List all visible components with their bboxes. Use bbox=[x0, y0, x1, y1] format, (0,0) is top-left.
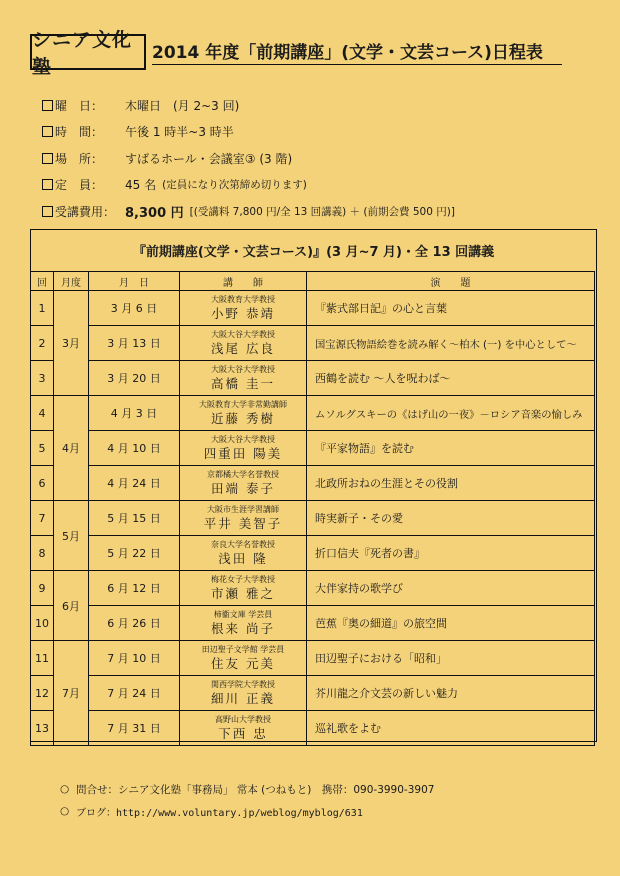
info-row-time bbox=[30, 119, 590, 146]
lecture-no: 5 bbox=[31, 431, 54, 466]
lecturer-name: 近藤 秀樹 bbox=[211, 411, 275, 426]
lecturer-cell bbox=[180, 291, 307, 326]
lecturer-name: 市瀬 雅之 bbox=[211, 586, 275, 601]
lecture-date: 3 月 13 日 bbox=[89, 326, 180, 361]
lecture-no: 3 bbox=[31, 361, 54, 396]
lecturer-affiliation: 大阪市生涯学習講師 bbox=[207, 505, 279, 514]
checkbox-square-icon bbox=[42, 179, 53, 190]
table-row bbox=[31, 676, 595, 711]
lecture-no: 9 bbox=[31, 571, 54, 606]
month-cell: 7月 bbox=[54, 641, 89, 746]
lecturer-name: 細川 正義 bbox=[211, 691, 275, 706]
lecturer-name: 田端 泰子 bbox=[211, 481, 275, 496]
lecturer-cell bbox=[180, 326, 307, 361]
col-header-no: 回 bbox=[31, 272, 54, 291]
lecture-topic: ムソルグスキーの《はげ山の一夜》－ロシア音楽の愉しみ bbox=[307, 396, 595, 431]
info-value: 木曜日 (月 2~3 回) bbox=[125, 98, 240, 113]
lecture-no: 4 bbox=[31, 396, 54, 431]
lecture-date: 4 月 10 日 bbox=[89, 431, 180, 466]
lecturer-name: 平井 美智子 bbox=[203, 516, 283, 531]
lecturer-cell bbox=[180, 361, 307, 396]
lecturer-affiliation: 京都橘大学名誉教授 bbox=[207, 470, 279, 479]
lecturer-cell bbox=[180, 641, 307, 676]
info-row-capacity bbox=[30, 172, 590, 199]
table-row bbox=[31, 536, 595, 571]
lecture-no: 12 bbox=[31, 676, 54, 711]
info-label: 受講費用： bbox=[55, 204, 116, 219]
lecture-topic: 国宝源氏物語絵巻を読み解く～柏木 (一) を中心として～ bbox=[307, 326, 595, 361]
checkbox-square-icon bbox=[42, 100, 53, 111]
col-header-month: 月度 bbox=[54, 272, 89, 291]
lecture-topic: 北政所おねの生涯とその役割 bbox=[307, 466, 595, 501]
lecturer-cell bbox=[180, 676, 307, 711]
lecturer-affiliation: 関西学院大学教授 bbox=[211, 680, 275, 689]
lecturer-cell bbox=[180, 466, 307, 501]
lecture-topic: 芭蕉『奥の細道』の旅空間 bbox=[307, 606, 595, 641]
table-row bbox=[31, 606, 595, 641]
checkbox-square-icon bbox=[42, 126, 53, 137]
lecturer-affiliation: 高野山大学教授 bbox=[215, 715, 271, 724]
info-value: すばるホール・会議室③ (3 階) bbox=[125, 151, 293, 166]
course-info-list bbox=[30, 92, 590, 225]
lecturer-cell bbox=[180, 571, 307, 606]
lecture-date: 5 月 15 日 bbox=[89, 501, 180, 536]
lecture-topic: 折口信夫『死者の書』 bbox=[307, 536, 595, 571]
lecture-date: 7 月 10 日 bbox=[89, 641, 180, 676]
col-header-topic: 演 題 bbox=[307, 272, 595, 291]
table-row bbox=[31, 466, 595, 501]
info-value: 45 名 bbox=[125, 178, 157, 193]
info-note: (定員になり次第締め切ります) bbox=[162, 179, 307, 192]
lecture-date: 5 月 22 日 bbox=[89, 536, 180, 571]
info-value: 午後 1 時半~3 時半 bbox=[125, 125, 234, 140]
footer-blog-row bbox=[60, 800, 580, 822]
table-row bbox=[31, 501, 595, 536]
table-row bbox=[31, 431, 595, 466]
lecture-no: 8 bbox=[31, 536, 54, 571]
lecture-no: 10 bbox=[31, 606, 54, 641]
lecture-topic: 『紫式部日記』の心と言葉 bbox=[307, 291, 595, 326]
month-cell: 3月 bbox=[54, 291, 89, 396]
lecturer-name: 住友 元美 bbox=[211, 656, 275, 671]
lecturer-affiliation: 柿衞文庫 学芸員 bbox=[213, 610, 273, 619]
info-row-day bbox=[30, 92, 590, 119]
lecture-date: 3 月 20 日 bbox=[89, 361, 180, 396]
lecturer-affiliation: 奈良大学名誉教授 bbox=[211, 540, 275, 549]
col-header-lecturer: 講 師 bbox=[180, 272, 307, 291]
title-underline bbox=[152, 64, 562, 65]
info-label: 定 員： bbox=[55, 178, 104, 193]
info-value: 8,300 円 bbox=[125, 205, 184, 221]
lecturer-name: 下西 忠 bbox=[218, 726, 268, 741]
lecturer-cell bbox=[180, 396, 307, 431]
lecture-date: 6 月 12 日 bbox=[89, 571, 180, 606]
lecturer-name: 高橋 圭一 bbox=[211, 376, 275, 391]
info-label: 場 所： bbox=[55, 151, 104, 166]
schedule-table bbox=[30, 271, 595, 746]
lecture-no: 11 bbox=[31, 641, 54, 676]
lecture-date: 7 月 24 日 bbox=[89, 676, 180, 711]
lecturer-affiliation: 大阪大谷大学教授 bbox=[211, 365, 275, 374]
lecturer-name: 小野 恭靖 bbox=[211, 306, 275, 321]
lecturer-affiliation: 梅花女子大学教授 bbox=[211, 575, 275, 584]
lecturer-name: 浅尾 広良 bbox=[211, 341, 275, 356]
lecturer-affiliation: 大阪大谷大学教授 bbox=[211, 330, 275, 339]
lecture-no: 1 bbox=[31, 291, 54, 326]
lecture-topic: 大伴家持の歌学び bbox=[307, 571, 595, 606]
col-header-date: 月 日 bbox=[89, 272, 180, 291]
table-header-row bbox=[31, 272, 595, 291]
month-cell: 5月 bbox=[54, 501, 89, 571]
org-name-box: シニア文化塾 bbox=[30, 34, 146, 70]
lecturer-affiliation: 田辺聖子文学館 学芸員 bbox=[201, 645, 285, 654]
lecture-topic: 時実新子・その愛 bbox=[307, 501, 595, 536]
lecturer-affiliation: 大阪教育大学教授 bbox=[211, 295, 275, 304]
lecturer-name: 浅田 隆 bbox=[218, 551, 268, 566]
lecture-date: 4 月 24 日 bbox=[89, 466, 180, 501]
footer-contact bbox=[60, 778, 580, 822]
table-row bbox=[31, 571, 595, 606]
lecturer-cell bbox=[180, 711, 307, 746]
lecturer-cell bbox=[180, 431, 307, 466]
lecture-date: 7 月 31 日 bbox=[89, 711, 180, 746]
info-label: 時 間： bbox=[55, 125, 104, 140]
lecturer-affiliation: 大阪教育大学非常勤講師 bbox=[199, 400, 287, 409]
table-row bbox=[31, 641, 595, 676]
lecture-date: 3 月 6 日 bbox=[89, 291, 180, 326]
bullet-circle-icon: ○ bbox=[60, 805, 70, 817]
month-cell: 6月 bbox=[54, 571, 89, 641]
lecturer-cell bbox=[180, 606, 307, 641]
document-title: 2014 年度「前期講座」(文学・文芸コース)日程表 bbox=[152, 43, 543, 63]
info-note: [(受講料 7,800 円/全 13 回講義) ＋ (前期会費 500 円)] bbox=[189, 205, 455, 218]
lecturer-name: 根来 尚子 bbox=[211, 621, 275, 636]
lecture-no: 7 bbox=[31, 501, 54, 536]
lecture-topic: 西鶴を読む ～人を呪わば～ bbox=[307, 361, 595, 396]
table-row bbox=[31, 396, 595, 431]
checkbox-square-icon bbox=[42, 206, 53, 217]
table-row bbox=[31, 711, 595, 746]
lecturer-cell bbox=[180, 536, 307, 571]
lecture-topic: 『平家物語』を読む bbox=[307, 431, 595, 466]
lecture-topic: 田辺聖子における「昭和」 bbox=[307, 641, 595, 676]
lecture-no: 6 bbox=[31, 466, 54, 501]
lecture-topic: 芥川龍之介文芸の新しい魅力 bbox=[307, 676, 595, 711]
info-row-fee bbox=[30, 198, 590, 225]
table-row bbox=[31, 291, 595, 326]
table-row bbox=[31, 326, 595, 361]
footer-contact-row bbox=[60, 778, 580, 800]
schedule-table-frame bbox=[30, 229, 597, 742]
lecturer-name: 四重田 陽美 bbox=[203, 446, 283, 461]
lecturer-cell bbox=[180, 501, 307, 536]
lecture-date: 4 月 3 日 bbox=[89, 396, 180, 431]
lecture-topic: 巡礼歌をよむ bbox=[307, 711, 595, 746]
lecture-no: 13 bbox=[31, 711, 54, 746]
lecture-no: 2 bbox=[31, 326, 54, 361]
lecturer-affiliation: 大阪大谷大学教授 bbox=[211, 435, 275, 444]
month-cell: 4月 bbox=[54, 396, 89, 501]
checkbox-square-icon bbox=[42, 153, 53, 164]
contact-text: 問合せ：シニア文化塾「事務局」 常本 (つねもと) 携帯：090-3990-3907 bbox=[76, 783, 435, 796]
bullet-circle-icon: ○ bbox=[60, 783, 70, 795]
info-label: 曜 日： bbox=[55, 98, 104, 113]
table-row bbox=[31, 361, 595, 396]
info-row-place bbox=[30, 145, 590, 172]
schedule-title: 『前期講座(文学・文芸コース)』(3 月~7 月)・全 13 回講義 bbox=[132, 244, 495, 260]
lecture-date: 6 月 26 日 bbox=[89, 606, 180, 641]
blog-link[interactable]: ブログ：http://www.voluntary.jp/weblog/myblog/631 bbox=[76, 807, 363, 819]
